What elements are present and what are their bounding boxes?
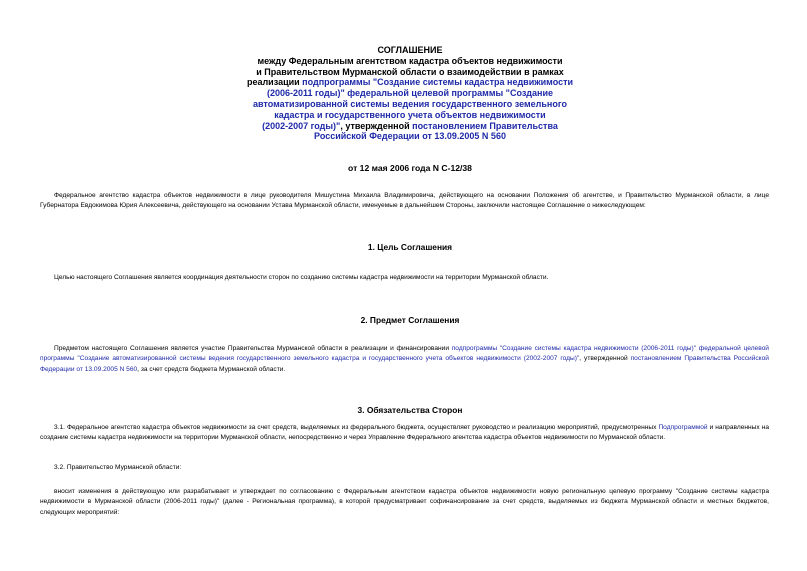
title-line: и Правительством Мурманской области о взаимодействии в рамках (256, 66, 564, 77)
resolution-link[interactable]: постановлением Правительства (412, 120, 558, 131)
document-date: от 12 мая 2006 года N С-12/38 (348, 163, 472, 173)
document-title: СОГЛАШЕНИЕ (377, 45, 443, 55)
section-2-text-part: , за счет средств бюджета Мурманской области. (137, 365, 286, 373)
section-3-heading: 3. Обязательства Сторон (357, 405, 463, 415)
clause-3-2-item: вносит изменения в действующую или разрабатывает и утверждает по согласованию с Федеральным агентством кадастра объектов недвижимости новую региональную целевую программу "Создание системы кадастра недвижимости в Мурманской области (2006-2011 годы)" (далее - Региональная программа), в которой предусматривает софинансирование за счет средств, выделяемых из бюджета Мурманской области и местных бюджетов, следующих мероприятий: (40, 488, 769, 516)
clause-3-1-text: и направленных на создание системы кадастра недвижимости на территории Мурманской области, непосредственно и через Управление Федерального агентства кадастра объектов недвижимости по Мурманской области. (40, 424, 770, 442)
title-line (160, 121, 660, 132)
subprogram-link[interactable]: (2002-2007 годы)" (262, 120, 341, 131)
title-text: , утвержденной (340, 120, 413, 131)
subprogram-link[interactable]: (2006-2011 годы)" федеральной целевой программы "Создание (267, 88, 553, 99)
subprogram-link[interactable]: подпрограммы "Создание системы кадастра недвижимости (302, 77, 574, 88)
section-2-text (40, 344, 769, 375)
title-line: между Федеральным агентством кадастра объектов недвижимости (257, 55, 563, 66)
clause-3-1-text: 3.1. Федеральное агентство кадастра объектов недвижимости за счет средств, выделяемых из федерального бюджета, осуществляет руководство и реализацию мероприятий, предусмотренных (54, 424, 659, 431)
title-text: реализации (246, 77, 303, 88)
subprogram-link[interactable]: Подпрограммой (658, 424, 708, 431)
section-1-text: Целью настоящего Соглашения является координация деятельности сторон по созданию системы кадастра недвижимости на территории Мурманской области. (54, 274, 549, 281)
section-2-text-part: Предметом настоящего Соглашения является участие Правительства Мурманской области в реализации и финансировании (54, 345, 452, 352)
intro-paragraph: Федеральное агентство кадастра объектов недвижимости в лице руководителя Мишустина Михаила Владимировича, действующего на основании Положения об агентстве, и Правительство Мурманской области, в лице Губернатора Евдокимова Юрия Алексеевича, действующего на основании Устава Мурманской области, именуемые в дальнейшем Стороны, заключили настоящее Соглашение о нижеследующем: (40, 192, 769, 210)
clause-3-1 (40, 423, 769, 444)
section-2-heading: 2. Предмет Соглашения (360, 315, 460, 325)
subprogram-link[interactable]: кадастра и государственного учета объектов недвижимости (274, 109, 546, 120)
subprogram-link[interactable]: автоматизированной системы ведения государственного земельного (253, 98, 567, 109)
document-title-block (160, 45, 660, 142)
section-2-text-part: , утвержденной (579, 355, 631, 363)
section-1-heading: 1. Цель Соглашения (367, 242, 453, 252)
resolution-link[interactable]: постановлением Правительства Российской Федерации от 13.09.2005 N 560 (40, 355, 769, 373)
clause-3-2: 3.2. Правительство Мурманской области: (54, 464, 182, 471)
subprogram-link[interactable]: подпрограммы "Создание системы кадастра недвижимости (2006-2011 годы)" федеральной целевой программы "Создание автоматизированной системы ведения государственного земельного кадастра и государственного учета объектов недвижимости (2002-2007 годы)" (40, 345, 769, 363)
title-line (160, 77, 660, 88)
resolution-link[interactable]: Российской Федерации от 13.09.2005 N 560 (314, 131, 506, 142)
